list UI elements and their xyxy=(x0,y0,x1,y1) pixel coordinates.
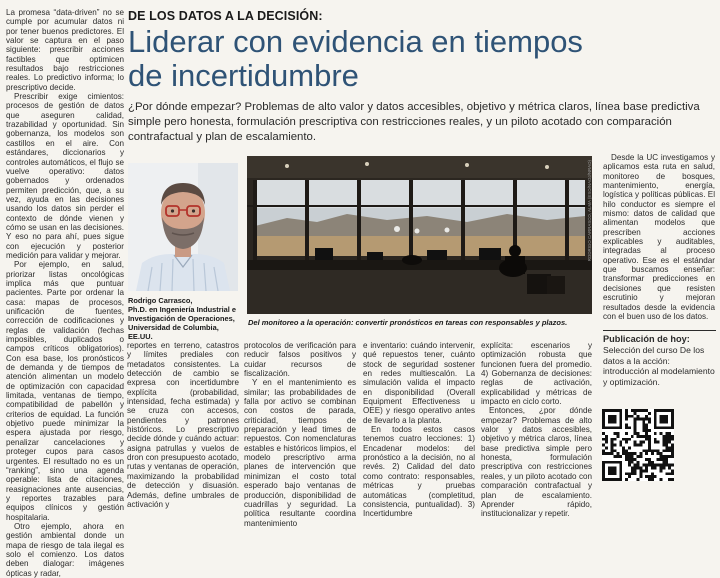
author-name: Rodrigo Carrasco, xyxy=(128,296,193,305)
left-text-column xyxy=(6,8,124,578)
publication-text: Selección del curso De los datos a la acción: introducción al modelamiento y optimización. xyxy=(603,345,715,387)
paragraph: Y en el mantenimiento es similar; las probabilidades de falla por activo se combinan con costos de parada, criticidad, tiempos de preparación y lead times de repuestos. Con nomenclaturas estables e históricos limpios, el modelo prescriptivo arma planes de intervención que minimizan el costo total esperado bajo ventanas de producción, disponibilidad de cuadrillas y seguridad. La política resultante coordina mantenimiento xyxy=(244,378,356,528)
author-role-2: Investigación de Operaciones, xyxy=(128,314,235,323)
qr-code[interactable] xyxy=(602,409,674,481)
publication-title: Publicación de hoy: xyxy=(603,334,690,344)
paragraph: La promesa “data-driven” no se cumple por acumular datos ni por tener buenos predictores. El valor se captura en el paso siguiente: prescribir acciones factibles que optimicen resultados bajo restricciones reales. Lo predictivo informa; lo prescriptivo decide. xyxy=(6,8,124,92)
author-portrait xyxy=(128,163,238,291)
headline-line-1: Liderar con evidencia en tiempos xyxy=(128,24,583,59)
section-kicker: DE LOS DATOS A LA DECISIÓN: xyxy=(128,9,323,23)
author-portrait-image xyxy=(128,163,238,291)
author-role-1: Ph.D. en Ingeniería Industrial e xyxy=(128,305,237,314)
paragraph: e inventario: cuándo intervenir, qué repuestos tener, cuánto stock de seguridad sostener en redes multiescalón. La simulación valida el impacto en disponibilidad (Overall Equipment Effectiveness u OEE) y riesgo operativo antes de llevarlo a la planta. xyxy=(363,341,475,425)
author-role-3: Universidad de Columbia, EE.UU. xyxy=(128,323,219,341)
dek-summary: ¿Por dónde empezar? Problemas de alto valor y datos accesibles, objetivo y métrica claros, línea base predictiva simple pero honesta, formulación prescriptiva con restricciones reales, y un piloto acotado con comparación contrafactual y plan de escalamiento. xyxy=(128,101,700,143)
paragraph: protocolos de verificación para reducir falsos positivos y cuidar recursos de fiscalización. xyxy=(244,341,356,379)
paragraph: Entonces, ¿por dónde empezar? Problemas de alto valor y datos accesibles, objetivo y métrica claros, línea base predictiva simple pero honesta, formulación prescriptiva con restricciones reales, y un piloto acotado con comparación contrafactual y plan de escalamiento. Aprender rápido, institucionalizar y repetir. xyxy=(481,406,592,519)
paragraph: En todos estos casos tenemos cuatro lecciones: 1) Encadenar modelos: del pronóstico a la decisión, no al revés. 2) Calidad del dato como contrato: responsables, métricas y pruebas automáticas (completitud, consistencia, puntualidad). 3) Incertidumbre xyxy=(363,425,475,519)
article-photo xyxy=(247,156,592,314)
photo-credit: RODRIGO CARRASCO, ALMA (ESO/NAOJ/NRAO) xyxy=(587,160,592,262)
control-room-photo xyxy=(247,156,592,314)
paragraph: Desde la UC investigamos y aplicamos esta ruta en salud, monitoreo de bosques, mantenimiento, energía, logística y políticas públicas. El hilo conductor es siempre el mismo: datos de calidad que alimentan modelos que prescriben acciones explicables y auditables, integradas al proceso operativo. Ese es el estándar que buscamos enseñar: transformar predicciones en decisiones que resisten escrutinio y mejoran resultados desde la evidencia con el buen uso de los datos. xyxy=(603,153,715,321)
paragraph: Por ejemplo, en salud, priorizar listas oncológicas implica más que puntuar pacientes. Parte por ordenar la casa: mapas de procesos, unificación de fuentes, corrección de codificaciones y reglas de validación (fechas imposibles, duplicados o campos críticos obligatorios). Con esa base, los pronósticos de demanda y de tiempos de atención alimentan un modelo de optimización con capacidad limitada, ventanas de tiempo, compatibilidad de pabellón y criterios de equidad. La función objetivo puede minimizar la espera ajustada por riesgo, penalizar cancelaciones y proteger cupos para casos urgentes. El resultado no es un “ranking”, sino una agenda operable: lista de citaciones, reasignaciones ante ausencias, y reportes trazables para equipos clínicos y gestión hospitalaria. xyxy=(6,260,124,522)
headline xyxy=(128,25,668,93)
publication-box xyxy=(603,330,716,387)
headline-line-2: de incertidumbre xyxy=(128,58,359,93)
body-column-4 xyxy=(481,341,592,519)
qr-code-icon xyxy=(602,409,674,481)
side-text-column xyxy=(603,153,715,321)
body-column-1 xyxy=(127,341,239,509)
paragraph: Prescribir exige cimientos: procesos de gestión de datos que aseguren calidad, trazabilidad y oportunidad. Sin gobernanza, los modelos son castillos en el aire. Con estándares, diccionarios y controles automáticos, el flujo se vuelve operativo: datos gobernados y ordenados permiten predicción, que, a su vez, ayuda en las decisiones usando los datos sin perder el contexto de dónde vienen y cómo se usan en las decisiones. Y eso no para ahí, pues sigue con ejecución y posterior medición para validar y mejorar. xyxy=(6,92,124,260)
body-column-2 xyxy=(244,341,356,528)
paragraph: Otro ejemplo, ahora en gestión ambiental donde un mapa de riesgo de tala ilegal es solo el comienzo. Los datos deben dialogar: imágenes ópticas y radar, xyxy=(6,521,124,578)
photo-caption: Del monitoreo a la operación: convertir pronósticos en tareas con responsables y plazos. xyxy=(248,318,568,327)
body-column-3 xyxy=(363,341,475,519)
paragraph: reportes en terreno, catastros y límites prediales con metadatos consistentes. La detección de cambio se expresa con incertidumbre explícita (probabilidad, intensidad, fecha estimada) y se cruza con accesos, pendientes y patrones históricos. Lo prescriptivo decide dónde y cuándo actuar: asigna patrullas y vuelos de dron con presupuesto acotado, rutas y ventanas de operación, maximizando la probabilidad de detección y disuasión. Además, define umbrales de activación y xyxy=(127,341,239,509)
author-byline xyxy=(128,296,243,341)
paragraph: explícita: escenarios y optimización robusta que funcionen fuera del promedio. 4) Gobernanza de decisiones: reglas de activación, explicabilidad y métricas de impacto en ciclo corto. xyxy=(481,341,592,407)
